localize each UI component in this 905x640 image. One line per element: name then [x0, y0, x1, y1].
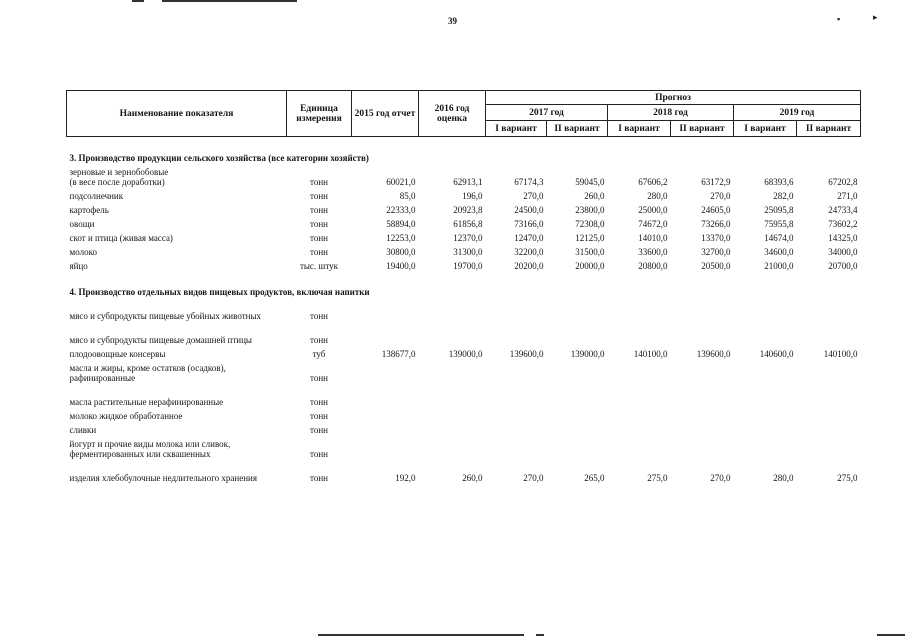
- table-body: [67, 137, 861, 484]
- row-value: 139600,0: [696, 349, 731, 359]
- row-unit: тыс. штук: [299, 261, 339, 271]
- row-label: картофель: [69, 205, 109, 215]
- row-value: [547, 421, 608, 435]
- row-value: 24500,0: [514, 205, 544, 215]
- row-unit: тонн: [310, 219, 328, 229]
- row-label: молоко жидкое обработанное: [69, 411, 183, 421]
- row-value: 20200,0: [514, 261, 544, 271]
- row-value: 73602,2: [828, 219, 858, 229]
- row-value: 22333,0: [386, 205, 416, 215]
- table-row: [67, 163, 861, 187]
- row-value: 271,0: [837, 191, 858, 201]
- row-value: 12370,0: [453, 233, 483, 243]
- row-value: [797, 407, 861, 421]
- row-value: [734, 297, 797, 321]
- row-value: [419, 407, 486, 421]
- row-value: 67606,2: [638, 177, 668, 187]
- row-value: 62913,1: [453, 177, 483, 187]
- row-label: йогурт и прочие виды молока или сливок, ферментированных или сквашенных: [69, 439, 231, 459]
- table-row: [67, 321, 861, 345]
- row-value: [671, 321, 734, 345]
- row-value: [671, 297, 734, 321]
- table-row: [67, 215, 861, 229]
- row-value: 20700,0: [828, 261, 858, 271]
- row-value: 24605,0: [701, 205, 731, 215]
- header-name: Наименование показателя: [67, 91, 287, 137]
- row-value: 74672,0: [638, 219, 668, 229]
- row-value: 270,0: [710, 473, 731, 483]
- row-unit: тонн: [310, 233, 328, 243]
- row-value: [797, 297, 861, 321]
- row-value: [419, 435, 486, 459]
- row-value: 21000,0: [764, 261, 794, 271]
- row-value: [608, 407, 671, 421]
- row-value: [671, 407, 734, 421]
- row-unit: тонн: [310, 177, 328, 187]
- row-value: 260,0: [584, 191, 605, 201]
- row-value: [486, 421, 547, 435]
- row-label: изделия хлебобулочные недлительного хранения: [69, 473, 257, 483]
- row-value: [419, 383, 486, 407]
- table-row: [67, 383, 861, 407]
- row-value: [352, 359, 419, 383]
- header-variant: I вариант: [486, 121, 547, 137]
- scan-speck: ▪: [837, 14, 841, 24]
- row-value: 67174,3: [514, 177, 544, 187]
- row-value: [352, 407, 419, 421]
- row-label: мясо и субпродукты пищевые убойных животных: [69, 311, 261, 321]
- row-value: [486, 383, 547, 407]
- top-marks: [132, 0, 302, 2]
- row-value: 63172,9: [701, 177, 731, 187]
- footer-rule: [318, 634, 524, 636]
- row-value: 73166,0: [514, 219, 544, 229]
- row-value: 24733,4: [828, 205, 858, 215]
- row-value: 72308,0: [575, 219, 605, 229]
- row-value: [419, 321, 486, 345]
- row-value: 19400,0: [386, 261, 416, 271]
- page-number: 39: [448, 16, 457, 26]
- header-variant: II вариант: [671, 121, 734, 137]
- row-value: 60021,0: [386, 177, 416, 187]
- table-row: [67, 345, 861, 359]
- row-value: [547, 407, 608, 421]
- row-value: 32200,0: [514, 247, 544, 257]
- footer-rule: [877, 634, 905, 636]
- row-value: 67202,8: [828, 177, 858, 187]
- row-value: 13370,0: [701, 233, 731, 243]
- row-value: [486, 407, 547, 421]
- row-value: 73266,0: [701, 219, 731, 229]
- row-value: 31300,0: [453, 247, 483, 257]
- row-value: [797, 321, 861, 345]
- row-label: молоко: [69, 247, 97, 257]
- row-value: 282,0: [773, 191, 794, 201]
- row-value: [734, 435, 797, 459]
- row-value: [547, 297, 608, 321]
- table-row: [67, 297, 861, 321]
- row-value: [671, 359, 734, 383]
- header-unit: Единица измерения: [287, 91, 352, 137]
- row-label: овощи: [69, 219, 95, 229]
- row-value: [734, 359, 797, 383]
- table-row: [67, 187, 861, 201]
- row-label: масла и жиры, кроме остатков (осадков), рафинированные: [69, 363, 226, 383]
- table-row: [67, 459, 861, 483]
- row-value: [671, 421, 734, 435]
- section-row: [67, 271, 861, 297]
- row-unit: туб: [312, 349, 326, 359]
- header-2015: 2015 год отчет: [352, 91, 419, 137]
- row-value: 12253,0: [386, 233, 416, 243]
- row-value: 270,0: [523, 473, 544, 483]
- row-value: 140100,0: [633, 349, 668, 359]
- row-value: 14674,0: [764, 233, 794, 243]
- table-row: [67, 201, 861, 215]
- header-forecast: Прогноз: [486, 91, 861, 105]
- row-value: 280,0: [773, 473, 794, 483]
- table-row: [67, 407, 861, 421]
- row-value: 23800,0: [575, 205, 605, 215]
- row-label: зерновые и зернобобовые (в весе после доработки): [69, 167, 169, 187]
- row-label: яйцо: [69, 261, 88, 271]
- row-value: 85,0: [399, 191, 416, 201]
- row-label: скот и птица (живая масса): [69, 233, 173, 243]
- row-value: 59045,0: [575, 177, 605, 187]
- row-label: плодоовощные консервы: [69, 349, 166, 359]
- row-value: [486, 435, 547, 459]
- forecast-table: [66, 90, 861, 483]
- section-title: 3. Производство продукции сельского хозяйства (все категории хозяйств): [69, 153, 369, 163]
- row-value: 19700,0: [453, 261, 483, 271]
- row-value: 270,0: [523, 191, 544, 201]
- row-value: 270,0: [710, 191, 731, 201]
- section-row: [67, 137, 861, 164]
- row-unit: тонн: [310, 311, 328, 321]
- table-row: [67, 229, 861, 243]
- scan-speck: ▸: [873, 12, 878, 22]
- row-value: [608, 297, 671, 321]
- row-value: [419, 421, 486, 435]
- table-row: [67, 435, 861, 459]
- row-value: 275,0: [647, 473, 668, 483]
- row-value: [797, 359, 861, 383]
- row-value: [486, 359, 547, 383]
- header-year: 2017 год: [486, 105, 608, 121]
- row-value: [486, 297, 547, 321]
- row-value: 260,0: [462, 473, 483, 483]
- row-value: [608, 421, 671, 435]
- row-value: 34600,0: [764, 247, 794, 257]
- row-value: 34000,0: [828, 247, 858, 257]
- row-value: [547, 435, 608, 459]
- row-label: масла растительные нерафинированные: [69, 397, 224, 407]
- row-label: мясо и субпродукты пищевые домашней птицы: [69, 335, 252, 345]
- section-title: 4. Производство отдельных видов пищевых продуктов, включая напитки: [69, 287, 370, 297]
- row-value: 30800,0: [386, 247, 416, 257]
- row-value: [797, 383, 861, 407]
- row-unit: тонн: [310, 205, 328, 215]
- row-value: 14010,0: [638, 233, 668, 243]
- row-value: [419, 297, 486, 321]
- row-value: [797, 435, 861, 459]
- header-variant: I вариант: [608, 121, 671, 137]
- row-unit: тонн: [310, 449, 328, 459]
- table-row: [67, 243, 861, 257]
- row-value: 14325,0: [828, 233, 858, 243]
- row-value: 75955,8: [764, 219, 794, 229]
- table-row: [67, 257, 861, 271]
- row-value: 32700,0: [701, 247, 731, 257]
- row-value: [352, 321, 419, 345]
- row-unit: тонн: [310, 373, 328, 383]
- row-value: 280,0: [647, 191, 668, 201]
- row-value: [547, 321, 608, 345]
- row-value: 20923,8: [453, 205, 483, 215]
- row-value: [734, 383, 797, 407]
- row-value: [671, 435, 734, 459]
- row-value: [608, 435, 671, 459]
- row-unit: тонн: [310, 473, 328, 483]
- header-year: 2018 год: [608, 105, 734, 121]
- row-value: [419, 359, 486, 383]
- row-value: [734, 321, 797, 345]
- row-value: 68393,6: [764, 177, 794, 187]
- row-value: [547, 383, 608, 407]
- row-value: 139600,0: [509, 349, 544, 359]
- row-value: [486, 321, 547, 345]
- row-value: 58894,0: [386, 219, 416, 229]
- row-value: 140100,0: [823, 349, 858, 359]
- row-value: 12125,0: [575, 233, 605, 243]
- row-value: [608, 321, 671, 345]
- row-value: 12470,0: [514, 233, 544, 243]
- row-value: [734, 421, 797, 435]
- row-value: [352, 297, 419, 321]
- row-value: 20500,0: [701, 261, 731, 271]
- row-value: 192,0: [395, 473, 416, 483]
- row-unit: тонн: [310, 411, 328, 421]
- row-value: 31500,0: [575, 247, 605, 257]
- row-value: [671, 383, 734, 407]
- row-value: 33600,0: [638, 247, 668, 257]
- header-variant: II вариант: [797, 121, 861, 137]
- header-year: 2019 год: [734, 105, 861, 121]
- row-value: 25000,0: [638, 205, 668, 215]
- table-row: [67, 421, 861, 435]
- row-value: [352, 383, 419, 407]
- row-value: 265,0: [584, 473, 605, 483]
- row-value: 140600,0: [759, 349, 794, 359]
- row-value: 139000,0: [570, 349, 605, 359]
- header-variant: II вариант: [547, 121, 608, 137]
- row-unit: тонн: [310, 247, 328, 257]
- header-2016: 2016 год оценка: [419, 91, 486, 137]
- row-unit: тонн: [310, 191, 328, 201]
- row-value: [797, 421, 861, 435]
- row-value: 139000,0: [448, 349, 483, 359]
- row-value: 20800,0: [638, 261, 668, 271]
- row-value: [608, 383, 671, 407]
- row-value: [352, 421, 419, 435]
- footer-rule: [536, 634, 544, 636]
- row-value: 20000,0: [575, 261, 605, 271]
- table-row: [67, 359, 861, 383]
- row-value: 138677,0: [381, 349, 416, 359]
- row-unit: тонн: [310, 335, 328, 345]
- row-label: подсолнечник: [69, 191, 124, 201]
- row-value: 61856,8: [453, 219, 483, 229]
- row-label: сливки: [69, 425, 97, 435]
- row-value: [734, 407, 797, 421]
- row-value: 275,0: [837, 473, 858, 483]
- row-value: [547, 359, 608, 383]
- row-value: [608, 359, 671, 383]
- header-variant: I вариант: [734, 121, 797, 137]
- row-unit: тонн: [310, 397, 328, 407]
- row-value: [352, 435, 419, 459]
- row-value: 196,0: [462, 191, 483, 201]
- row-value: 25095,8: [764, 205, 794, 215]
- row-unit: тонн: [310, 425, 328, 435]
